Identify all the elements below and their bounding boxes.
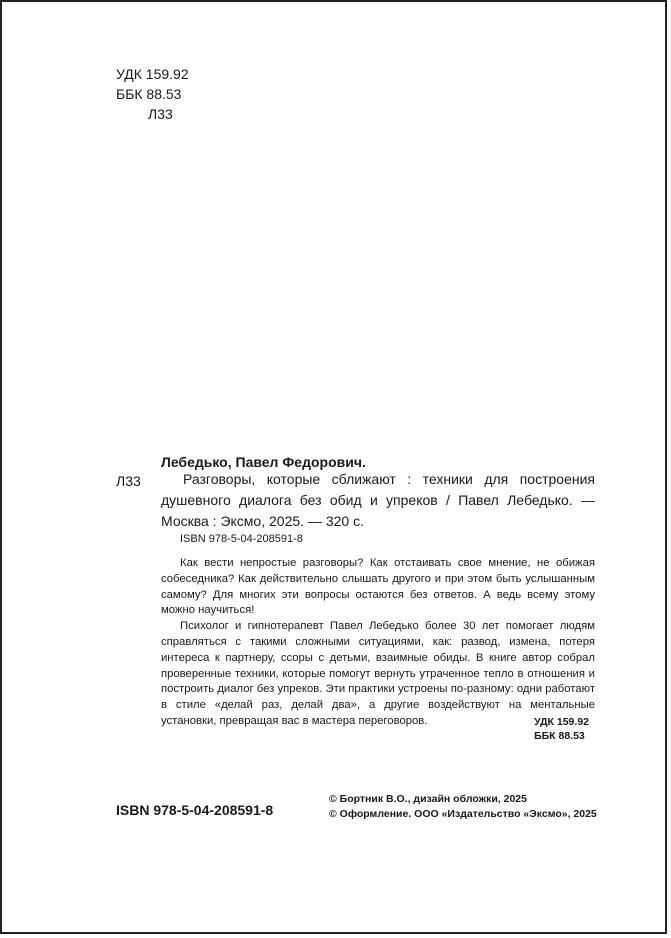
imprint-isbn: ISBN 978-5-04-208591-8 [116, 802, 274, 818]
copyright-design: © Оформление. ООО «Издательство «Эксмо», 2025 [329, 808, 597, 820]
classification-codes [116, 64, 189, 124]
annotation [161, 556, 595, 730]
footer-classification-codes [534, 715, 589, 743]
author-mark: Л33 [148, 106, 173, 122]
bbk-code: ББК 88.53 [116, 86, 182, 102]
annotation-paragraph: Как вести непростые разговоры? Как отстаивать свое мнение, не обижая собеседника? Как действительно слышать другого и при этом быть услышанным самому? Для многих эти вопросы остаются без ответов. А ведь всему этому можно научиться! [161, 557, 595, 617]
footer-bbk: ББК 88.53 [534, 730, 585, 742]
udk-code: УДК 159.92 [116, 66, 189, 82]
footer-udk: УДК 159.92 [534, 716, 589, 728]
author-heading: Лебедько, Павел Федорович. [161, 454, 366, 470]
catalog-isbn: ISBN 978-5-04-208591-8 [180, 533, 303, 545]
catalog-author-mark: Л33 [116, 473, 141, 489]
bibliographic-description: Разговоры, которые сближают : техники для построения душевного диалога без обид и упреков / Павел Лебедько. — Москва : Эксмо, 2025. — 320 с. [161, 471, 595, 529]
copyright-notices [329, 792, 597, 822]
annotation-paragraph: Психолог и гипнотерапевт Павел Лебедько более 30 лет помогает людям справляться с такими сложными ситуациями, как: развод, измена, потеря интереса к партнеру, ссоры с детьми, взаимные обиды. В книге автор собрал проверенные техники, которые помогут вернуть утраченное тепло в отношения и построить диалог без упреков. Эти практики устроены по-разному: одни работают в стиле «делай раз, делай два», а другие воздействуют на ментальные установки, превращая вас в мастера переговоров. [161, 620, 595, 727]
copyright-cover: © Бортник В.О., дизайн обложки, 2025 [329, 793, 527, 805]
